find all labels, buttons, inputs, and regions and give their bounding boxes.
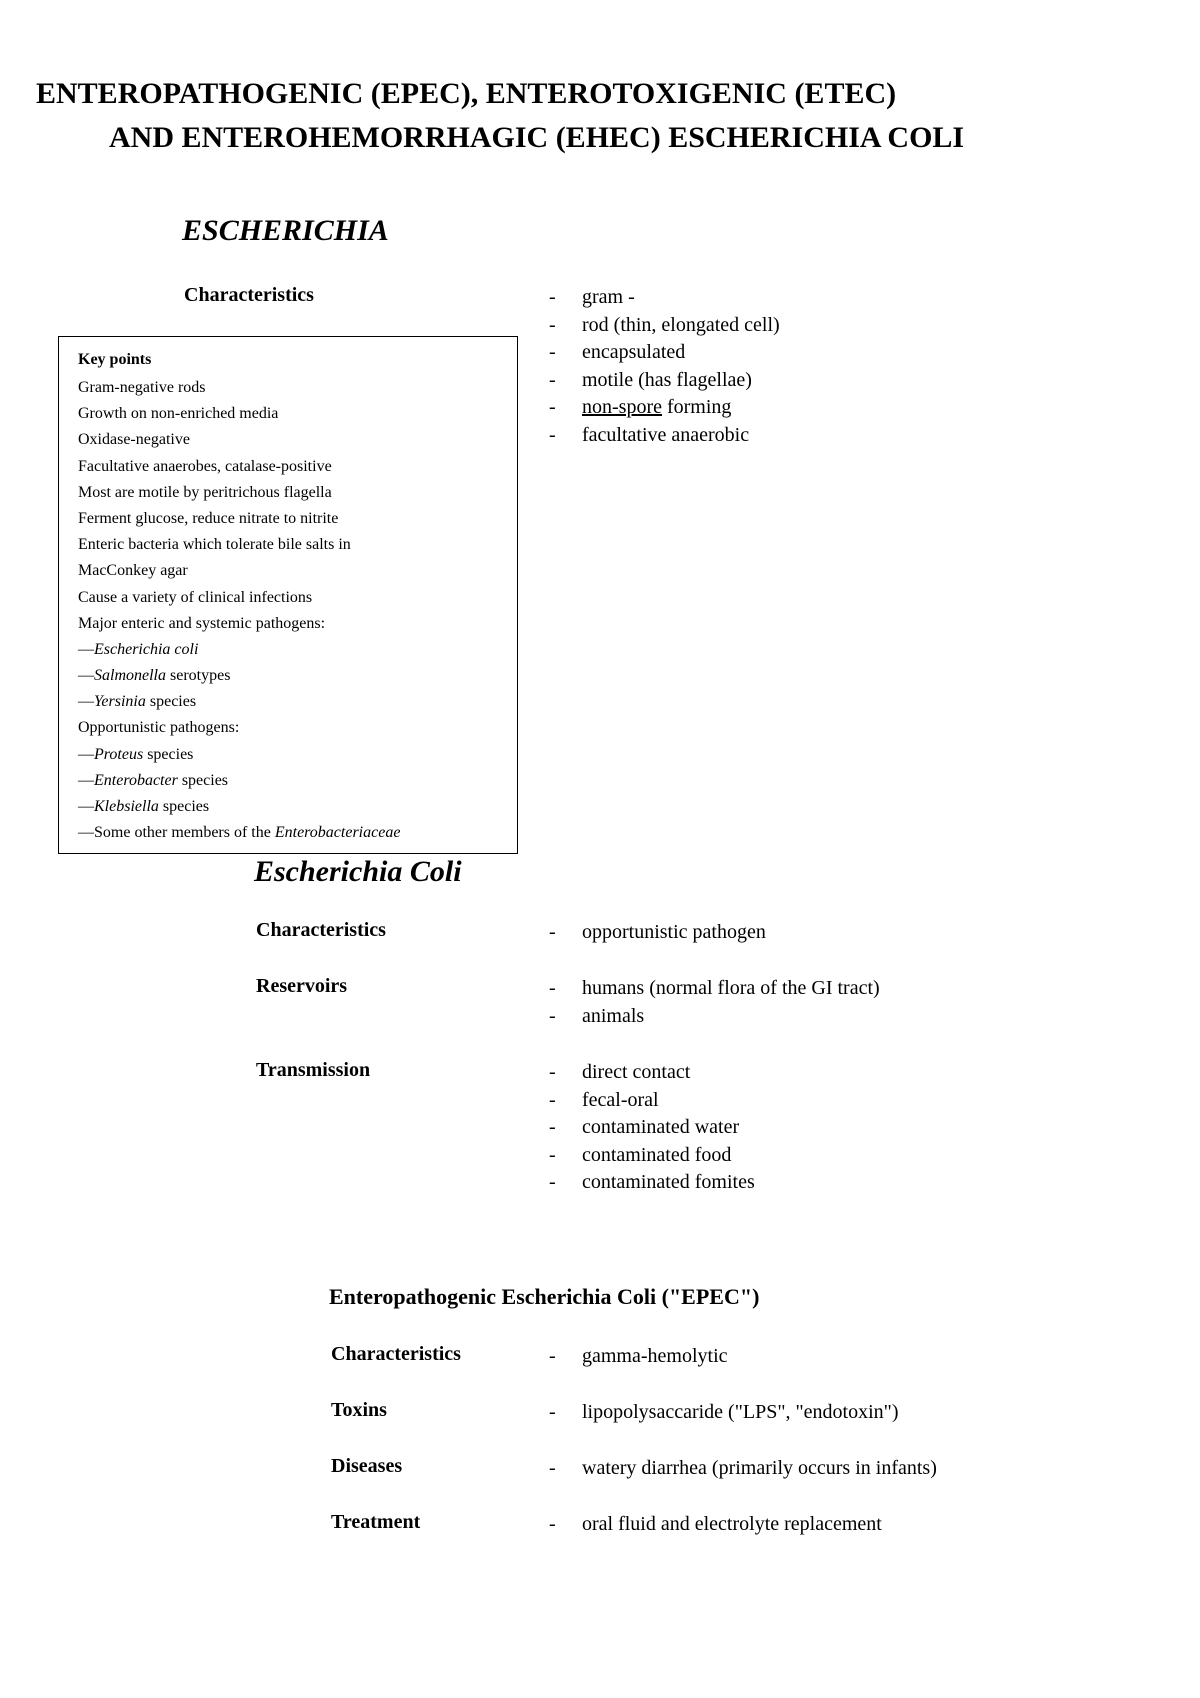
list-item: - gram -	[549, 286, 635, 308]
list-item: Enteric bacteria which tolerate bile salts in	[78, 536, 351, 554]
ecoli-heading: Escherichia Coli	[254, 855, 462, 888]
list-item: - watery diarrhea (primarily occurs in infants)	[549, 1457, 937, 1479]
list-item: - rod (thin, elongated cell)	[549, 313, 780, 336]
epec-toxins-value	[549, 1399, 898, 1427]
escherichia-characteristics-list	[549, 284, 780, 450]
list-item: - contaminated food	[549, 1143, 732, 1166]
ecoli-characteristics-list	[549, 919, 766, 947]
list-item: - oral fluid and electrolyte replacement	[549, 1513, 882, 1535]
page-title	[36, 72, 1166, 160]
title-line-2: AND ENTEROHEMORRHAGIC (EHEC) ESCHERICHIA COLI	[109, 121, 965, 154]
list-item: - contaminated fomites	[549, 1171, 755, 1194]
list-item: —Proteus species	[78, 745, 194, 763]
underlined-text: non-spore	[582, 396, 662, 419]
list-item: - contaminated water	[549, 1116, 740, 1139]
list-item: - animals	[549, 1004, 645, 1027]
list-item: Opportunistic pathogens:	[78, 719, 240, 737]
epec-characteristics-value	[549, 1343, 728, 1371]
list-item: —Klebsiella species	[78, 798, 210, 815]
list-item: - encapsulated	[549, 341, 686, 364]
escherichia-characteristics-label: Characteristics	[184, 284, 314, 306]
list-item: Ferment glucose, reduce nitrate to nitrite	[78, 509, 339, 527]
escherichia-heading: ESCHERICHIA	[182, 214, 389, 247]
list-item: —Escherichia coli	[78, 640, 199, 658]
ecoli-reservoirs-label: Reservoirs	[256, 975, 348, 997]
list-item: - gamma-hemolytic	[549, 1345, 728, 1367]
list-item: Growth on non-enriched media	[78, 405, 279, 423]
list-item: Oxidase-negative	[78, 431, 190, 449]
ecoli-transmission-list	[549, 1059, 755, 1197]
key-points-title: Key points	[78, 351, 152, 368]
list-item: Cause a variety of clinical infections	[78, 588, 313, 606]
epec-treatment-label: Treatment	[331, 1511, 421, 1533]
list-item: Facultative anaerobes, catalase-positive	[78, 457, 332, 475]
list-item: Gram-negative rods	[78, 379, 206, 396]
list-item: —Enterobacter species	[78, 771, 229, 789]
list-item: —Yersinia species	[78, 693, 197, 711]
list-item: - non-spore forming	[549, 396, 732, 419]
list-item: Most are motile by peritrichous flagella	[78, 483, 332, 501]
list-item: MacConkey agar	[78, 562, 188, 580]
list-item: - direct contact	[549, 1061, 691, 1083]
epec-diseases-value	[549, 1455, 937, 1483]
ecoli-reservoirs-list	[549, 975, 880, 1030]
epec-toxins-label: Toxins	[331, 1399, 387, 1421]
key-points-box	[58, 336, 518, 854]
list-item: —Salmonella serotypes	[78, 667, 231, 685]
epec-characteristics-label: Characteristics	[331, 1343, 461, 1365]
list-item: - humans (normal flora of the GI tract)	[549, 977, 880, 999]
list-item: —Some other members of the Enterobacteriaceae	[78, 824, 401, 842]
key-points-list	[78, 375, 517, 846]
list-item: - motile (has flagellae)	[549, 368, 752, 391]
list-item: - facultative anaerobic	[549, 423, 750, 446]
title-line-1: ENTEROPATHOGENIC (EPEC), ENTEROTOXIGENIC (ETEC)	[36, 77, 897, 110]
epec-treatment-value	[549, 1511, 882, 1539]
epec-heading: Enteropathogenic Escherichia Coli ("EPEC")	[329, 1284, 760, 1309]
list-item: - lipopolysaccaride ("LPS", "endotoxin")	[549, 1401, 899, 1423]
list-item: - fecal-oral	[549, 1088, 659, 1111]
list-item: Major enteric and systemic pathogens:	[78, 614, 326, 632]
ecoli-characteristics-label: Characteristics	[256, 919, 386, 941]
epec-diseases-label: Diseases	[331, 1455, 403, 1477]
list-item: - opportunistic pathogen	[549, 921, 766, 943]
ecoli-transmission-label: Transmission	[256, 1059, 371, 1081]
